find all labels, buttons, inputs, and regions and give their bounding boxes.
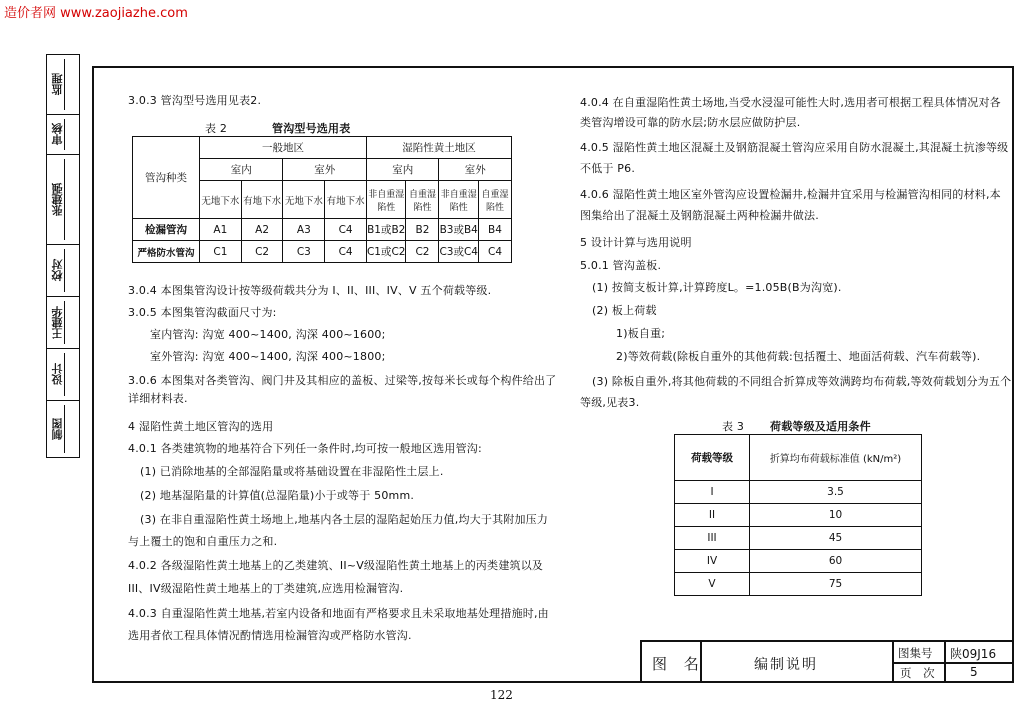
table2-header-collapsible: 湿陷性黄土地区 — [366, 137, 511, 159]
table2-cell: C1或C2 — [366, 241, 406, 263]
table3-value: 10 — [750, 504, 922, 527]
table-row — [675, 481, 922, 504]
section-3-0-6: 3.0.6 本图集对各类管沟、阀门井及其相应的盖板、过梁等,按每米长或每个构件给出了 — [128, 374, 557, 387]
strip-cell — [47, 349, 79, 401]
table2-subheader: 非自重湿陷性 — [366, 181, 406, 219]
table2-title: 管沟型号选用表 — [272, 122, 351, 135]
table-row — [133, 219, 512, 241]
page-label: 页 次 — [900, 666, 939, 680]
section-3-0-5: 3.0.5 本图集管沟截面尺寸为: — [128, 306, 277, 319]
table3-level: II — [675, 504, 750, 527]
section-5-0-1-item3: (3) 除板自重外,将其他荷载的不同组合折算成等效满跨均布荷载,等效荷载划分为五个 — [592, 375, 1012, 388]
strip-label: 审核 — [51, 123, 64, 146]
table2-subheader: 有地下水 — [325, 181, 367, 219]
drawing-title: 编制说明 — [754, 657, 818, 673]
table-row — [133, 241, 512, 263]
table2-subheader: 自重湿陷性 — [479, 181, 512, 219]
section-4-0-2: 4.0.2 各级湿陷性黄土地基上的乙类建筑、II~V级湿陷性黄土地基上的丙类建筑以及 — [128, 559, 544, 572]
table2-subheader: 无地下水 — [200, 181, 242, 219]
table2-subheader: 自重湿陷性 — [406, 181, 439, 219]
section-4-0-6-cont: 图集给出了混凝土及钢筋混凝土两种检漏井做法. — [580, 209, 819, 222]
section-4-0-1-item3-cont: 与上覆土的饱和自重压力之和. — [128, 535, 278, 548]
table-row — [675, 527, 922, 550]
section-4-0-3: 4.0.3 自重湿陷性黄土地基,若室内设备和地面有严格要求且未采取地基处理措施时,由 — [128, 607, 549, 620]
table-row — [675, 573, 922, 596]
table2-row-name: 严格防水管沟 — [133, 241, 200, 263]
table3-level: I — [675, 481, 750, 504]
table2-cell: C2 — [241, 241, 283, 263]
footer-page-number: 122 — [490, 688, 513, 702]
table2-subheader: 无地下水 — [283, 181, 325, 219]
table-row — [675, 550, 922, 573]
table2-cell: A1 — [200, 219, 242, 241]
strip-cell — [47, 155, 79, 245]
table2-cell: A3 — [283, 219, 325, 241]
strip-label: 设计 — [51, 363, 64, 386]
table-row — [675, 504, 922, 527]
strip-label: 张建强 — [51, 183, 64, 216]
signature-box — [64, 353, 77, 396]
strip-label: 校对 — [51, 259, 64, 282]
table2-cell: C2 — [406, 241, 439, 263]
table2-cell: C4 — [325, 219, 367, 241]
table2-header-outdoor: 室外 — [283, 159, 366, 181]
signature-box — [64, 119, 77, 150]
strip-cell — [47, 245, 79, 297]
section-3-0-6-cont: 详细材料表. — [128, 392, 188, 405]
table3-title: 荷载等级及适用条件 — [770, 420, 871, 433]
table2-cell: B1或B2 — [366, 219, 406, 241]
table2-subheader: 非自重湿陷性 — [439, 181, 479, 219]
signature-box — [64, 405, 77, 453]
table2-cell: B2 — [406, 219, 439, 241]
section-4-0-1: 4.0.1 各类建筑物的地基符合下列任一条件时,均可按一般地区选用管沟: — [128, 442, 482, 455]
table3-caption: 表 3 — [722, 420, 745, 433]
signature-box — [64, 301, 77, 344]
section-4-0-6: 4.0.6 湿陷性黄土地区室外管沟应设置检漏井,检漏井宜采用与检漏管沟相同的材料,本 — [580, 188, 1001, 201]
section-5-heading: 5 设计计算与选用说明 — [580, 236, 692, 249]
section-5-0-1-item2b: 2)等效荷载(除板自重外的其他荷载:包括覆土、地面活荷载、汽车荷载等). — [616, 350, 981, 363]
section-5-0-1-item2a: 1)板自重; — [616, 327, 666, 340]
strip-cell — [47, 55, 79, 115]
table3-level: V — [675, 573, 750, 596]
title-block — [640, 640, 1014, 683]
title-block-name-label: 图 名 — [652, 655, 705, 673]
table3-value: 75 — [750, 573, 922, 596]
strip-label: 王建华 — [51, 306, 64, 339]
table2-header-indoor: 室内 — [200, 159, 283, 181]
signature-box — [64, 59, 77, 110]
table3-level: IV — [675, 550, 750, 573]
section-4-heading: 4 湿陷性黄土地区管沟的选用 — [128, 420, 274, 433]
atlas-number-label: 图集号 — [898, 646, 933, 660]
atlas-number: 陕09J16 — [950, 647, 997, 661]
section-4-0-4: 4.0.4 在自重湿陷性黄土场地,当受水浸湿可能性大时,选用者可根据工程具体情况对各 — [580, 96, 1001, 109]
section-4-0-1-item3: (3) 在非自重湿陷性黄土场地上,地基内各土层的湿陷起始压力值,均大于其附加压力 — [140, 513, 549, 526]
table3-value: 3.5 — [750, 481, 922, 504]
table2-header-indoor: 室内 — [366, 159, 439, 181]
table3-value: 60 — [750, 550, 922, 573]
signature-box — [64, 249, 77, 292]
signature-strip — [46, 54, 80, 458]
table2-header-type: 管沟种类 — [133, 137, 200, 219]
table2-cell: C4 — [479, 241, 512, 263]
table2-header-outdoor: 室外 — [439, 159, 512, 181]
table2-cell: B4 — [479, 219, 512, 241]
section-4-0-2-cont: III、IV级湿陷性黄土地基上的丁类建筑,应选用检漏管沟. — [128, 582, 404, 595]
section-4-0-1-item1: (1) 已消除地基的全部湿陷量或将基础设置在非湿陷性土层上. — [140, 465, 444, 478]
page-number: 5 — [970, 665, 978, 679]
section-4-0-3-cont: 选用者依工程具体情况酌情选用检漏管沟或严格防水管沟. — [128, 629, 412, 642]
table2-header-general: 一般地区 — [200, 137, 367, 159]
section-5-0-1: 5.0.1 管沟盖板. — [580, 259, 662, 272]
table2-subheader: 有地下水 — [241, 181, 283, 219]
section-4-0-1-item2: (2) 地基湿陷量的计算值(总湿陷量)小于或等于 50mm. — [140, 489, 415, 502]
table3-level: III — [675, 527, 750, 550]
table2-caption: 表 2 — [205, 122, 228, 135]
section-4-0-5-cont: 不低于 P6. — [580, 162, 636, 175]
section-3-0-4: 3.0.4 本图集管沟设计按等级荷载共分为 I、II、III、IV、V 五个荷载等级. — [128, 284, 492, 297]
table2-cell: C1 — [200, 241, 242, 263]
table2-cell: C3或C4 — [439, 241, 479, 263]
table3 — [674, 434, 922, 596]
section-4-0-5: 4.0.5 湿陷性黄土地区混凝土及钢筋混凝土管沟应采用自防水混凝土,其混凝土抗渗等级 — [580, 141, 1009, 154]
section-3-0-3: 3.0.3 管沟型号选用见表2. — [128, 94, 262, 107]
signature-box — [64, 159, 77, 240]
table2 — [132, 136, 512, 263]
strip-cell — [47, 401, 79, 457]
section-3-0-5-outdoor: 室外管沟: 沟宽 400~1400, 沟深 400~1800; — [150, 350, 386, 363]
strip-cell — [47, 297, 79, 349]
strip-label: 监理 — [51, 73, 64, 96]
strip-label: 制图 — [51, 418, 64, 440]
table2-cell: A2 — [241, 219, 283, 241]
table2-cell: C4 — [325, 241, 367, 263]
section-3-0-5-indoor: 室内管沟: 沟宽 400~1400, 沟深 400~1600; — [150, 328, 386, 341]
table2-cell: B3或B4 — [439, 219, 479, 241]
table3-header-level: 荷载等级 — [675, 435, 750, 481]
table3-value: 45 — [750, 527, 922, 550]
section-5-0-1-item1: (1) 按简支板计算,计算跨度L。=1.05B(B为沟宽). — [592, 281, 842, 294]
watermark-text: 造价者网 www.zaojiazhe.com — [4, 6, 188, 21]
table3-header-value: 折算均布荷载标准值 (kN/m²) — [750, 435, 922, 481]
section-4-0-4-cont: 类管沟增设可靠的防水层;防水层应做防护层. — [580, 116, 801, 129]
table2-row-name: 检漏管沟 — [133, 219, 200, 241]
table2-cell: C3 — [283, 241, 325, 263]
title-block-divider — [892, 662, 1014, 664]
section-5-0-1-item2: (2) 板上荷载 — [592, 304, 657, 317]
section-5-0-1-item3-cont: 等级,见表3. — [580, 396, 640, 409]
strip-cell — [47, 115, 79, 155]
